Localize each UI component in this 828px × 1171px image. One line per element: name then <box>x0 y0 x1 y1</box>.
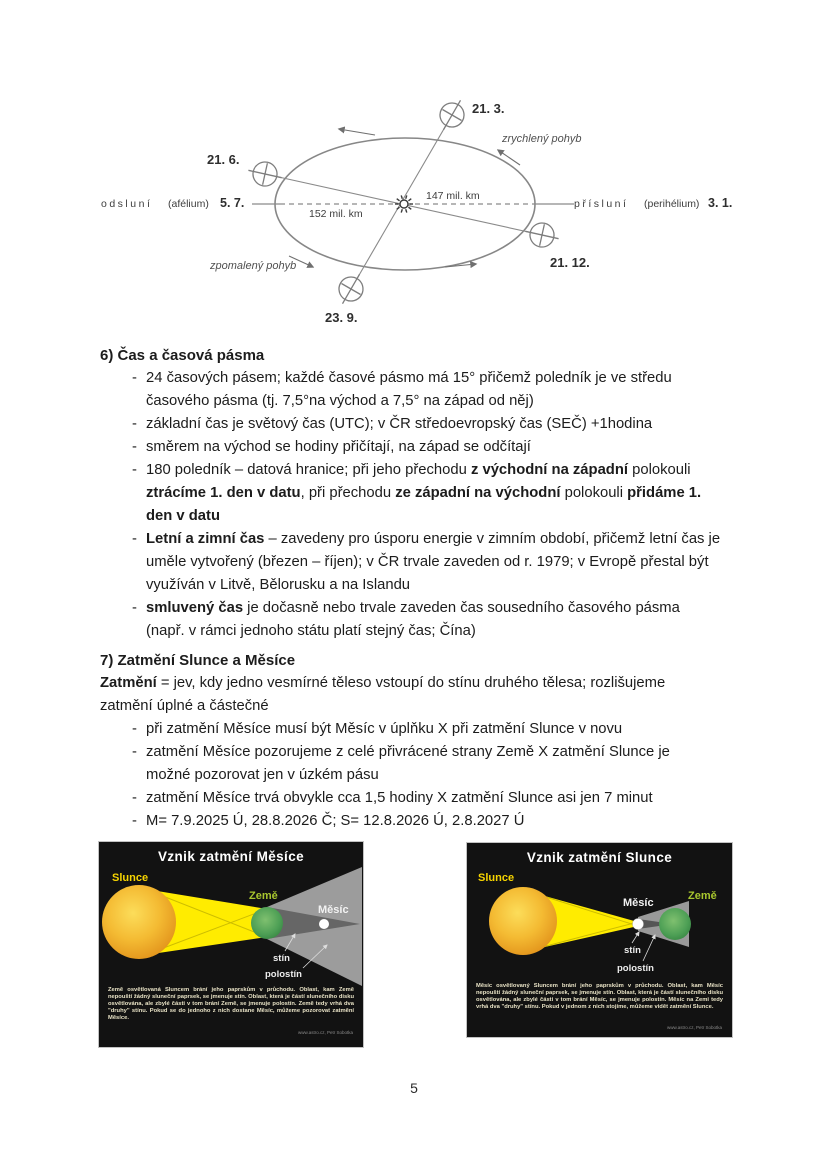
bullet-text-bold: smluvený čas <box>146 600 244 616</box>
bullet-text: 24 časových pásem; každé časové pásmo má 15° přičemž poledník je ve středu <box>146 370 672 386</box>
list-item <box>100 436 748 459</box>
body-text <box>100 344 748 833</box>
bullet-text: zatmění Měsíce trvá obvykle cca 1,5 hodiny X zatmění Slunce asi jen 7 minut <box>146 790 653 806</box>
bullet-text: využíván v Litvě, Bělorusku a na Islandu <box>146 577 411 593</box>
orbit-date-spring-label: 21. 3. <box>472 101 505 116</box>
orbit-date-winter-label: 21. 12. <box>550 255 590 270</box>
bullet-marker: - <box>132 600 137 616</box>
moon-icon <box>319 919 329 929</box>
umbra-label: stín <box>273 953 290 964</box>
bullet-marker: - <box>132 531 137 547</box>
bullet-text: M= 7.9.2025 Ú, 28.8.2026 Č; S= 12.8.2026 Ú, 2.8.2027 Ú <box>146 813 525 829</box>
aphelion-date-label: 5. 7. <box>220 196 245 210</box>
list-item <box>100 810 748 833</box>
bullet-text: základní čas je světový čas (UTC); v ČR středoevropský čas (SEČ) +1hodina <box>146 416 653 432</box>
orbit-diagram <box>96 86 744 340</box>
umbra-label: stín <box>624 945 641 956</box>
section-7-intro <box>100 672 748 718</box>
bullet-text: časového pásma (tj. 7,5°na východ a 7,5° na západ od něj) <box>146 393 534 409</box>
sun-icon <box>489 887 557 955</box>
orbit-date-summer-label: 21. 6. <box>207 152 240 167</box>
penumbra-label: polostín <box>617 963 654 974</box>
list-item <box>100 597 748 643</box>
list-item <box>100 413 748 436</box>
bullet-marker: - <box>132 790 137 806</box>
umbra-pointer-arrow <box>632 932 639 943</box>
earth-label: Země <box>688 890 717 902</box>
bullet-text-bold: Letní a zimní čas <box>146 531 265 547</box>
page-number: 5 <box>410 1080 418 1096</box>
earth-icon <box>251 907 283 939</box>
orbit-date-autumn-label: 23. 9. <box>325 310 358 325</box>
intro-text-bold: Zatmění <box>100 675 157 691</box>
sun-label: Slunce <box>112 872 149 884</box>
list-item <box>100 787 748 810</box>
figure-title: Vznik zatmění Měsíce <box>157 849 305 864</box>
bullet-text: polokouli <box>560 485 628 501</box>
bullet-text: při zatmění Měsíce musí být Měsíc v úplňku X při zatmění Slunce v novu <box>146 721 623 737</box>
bullet-text: , při přechodu <box>300 485 396 501</box>
perihelion-distance-label: 147 mil. km <box>426 190 480 202</box>
accelerated-motion-label: zrychlený pohyb <box>502 133 582 145</box>
list-item <box>100 367 748 413</box>
earth-globe-summer-icon <box>246 159 284 190</box>
bullet-text-bold: přidáme 1. <box>627 485 702 501</box>
bullet-marker: - <box>132 462 137 478</box>
bullet-text: uměle vytvořený (březen – říjen); v ČR trvale zaveden od r. 1979; v Evropě přestal být <box>146 554 709 570</box>
bullet-marker: - <box>132 721 137 737</box>
penumbra-pointer-arrow <box>643 935 655 961</box>
bullet-text: zatmění Měsíce pozorujeme z celé přivrácené strany Země X zatmění Slunce je <box>146 744 670 760</box>
figure-credit: www.astro.cz, Petr Sobotka <box>297 1030 353 1035</box>
figure-caption: Měsíc osvětlovaný Sluncem brání jeho paprskům v průchodu. Oblast, kam Měsíc nepouští žádný sluneční paprsek, se jmenuje stín. Oblast, která je částí slunečního disku osvětlována, ale zbylé části v tom brání Měsíc, se jmenuje polostín. Měsíc na Zemi tedy vrhá dva "druhy" stínu. Pokud v jednom z nich stojíme, můžeme vidět zatmění Slunce. <box>476 983 723 1010</box>
perihelion-date-label: 3. 1. <box>708 196 733 210</box>
figure-caption: Země osvětlovaná Sluncem brání jeho paprskům v průchodu. Oblast, kam Země nepouští žádný sluneční paprsek, se jmenuje stín. Oblast, která je částí slunečního disku osvětlována, ale zbylé části v tom brání Země, se jmenuje polostín. Země tedy vrhá dva "druhy" stínu. Pokud se do jednoho z nich dostane Měsíc, můžeme pozorovat zatmění Měsíce. <box>108 987 354 1021</box>
list-item <box>100 528 748 597</box>
decelerated-motion-label: zpomalený pohyb <box>210 260 297 272</box>
moon-label: Měsíc <box>623 897 654 909</box>
bullet-marker: - <box>132 416 137 432</box>
sun-icon <box>102 885 176 959</box>
bullet-text-bold: den v datu <box>146 508 220 524</box>
sun-label: Slunce <box>478 872 515 884</box>
earth-globe-spring-icon <box>433 94 471 135</box>
bullet-text: možné pozorovat jen v úzkém pásu <box>146 767 379 783</box>
bullet-text-bold: ze západní na východní <box>395 485 561 501</box>
list-item <box>100 459 748 528</box>
intro-text: zatmění úplné a částečné <box>100 698 269 714</box>
figure-title: Vznik zatmění Slunce <box>526 850 673 865</box>
bullet-marker: - <box>132 813 137 829</box>
earth-icon <box>659 908 691 940</box>
bullet-text: (např. v rámci jednoho státu platí stejný čas; Čína) <box>146 623 476 639</box>
bullet-text-bold: ztrácíme 1. den v datu <box>146 485 301 501</box>
earth-globe-autumn-icon <box>332 268 370 309</box>
figure-credit: www.astro.cz, Petr Sobotka <box>666 1025 722 1030</box>
aphelion-distance-label: 152 mil. km <box>309 208 363 220</box>
list-item <box>100 718 748 741</box>
solar-eclipse-figure <box>466 842 733 1038</box>
bullet-marker: - <box>132 439 137 455</box>
perihelion-word-label: přísluní <box>574 198 629 210</box>
bullet-text: polokouli <box>628 462 691 478</box>
bullet-text-bold: z východní na západní <box>470 462 628 478</box>
bullet-text: – zavedeny pro úsporu energie v zimním období, přičemž letní čas je <box>264 531 721 547</box>
penumbra-label: polostín <box>265 969 302 980</box>
moon-icon <box>633 919 644 930</box>
section-6-heading: 6) Čas a časová pásma <box>100 347 265 364</box>
orbit-diagram-svg <box>96 86 744 340</box>
moon-label: Měsíc <box>318 904 349 916</box>
aphelion-word-label: odsluní <box>101 198 153 210</box>
aphelion-paren-label: (afélium) <box>168 198 209 210</box>
list-item <box>100 741 748 787</box>
earth-label: Země <box>249 890 278 902</box>
lunar-eclipse-figure <box>98 841 364 1048</box>
motion-arrow-right <box>498 150 520 165</box>
bullet-text: 180 poledník – datová hranice; při jeho přechodu <box>146 462 471 478</box>
bullet-marker: - <box>132 370 137 386</box>
bullet-marker: - <box>132 744 137 760</box>
section-7-heading: 7) Zatmění Slunce a Měsíce <box>100 652 296 669</box>
bullet-text: je dočasně nebo trvale zaveden čas sousedního časového pásma <box>243 600 680 616</box>
bullet-text: směrem na východ se hodiny přičítají, na západ se odčítají <box>146 439 531 455</box>
intro-text: = jev, kdy jedno vesmírné těleso vstoupí do stínu druhého tělesa; rozlišujeme <box>156 675 666 691</box>
perihelion-paren-label: (perihélium) <box>644 198 700 210</box>
motion-arrow-top <box>339 129 375 135</box>
